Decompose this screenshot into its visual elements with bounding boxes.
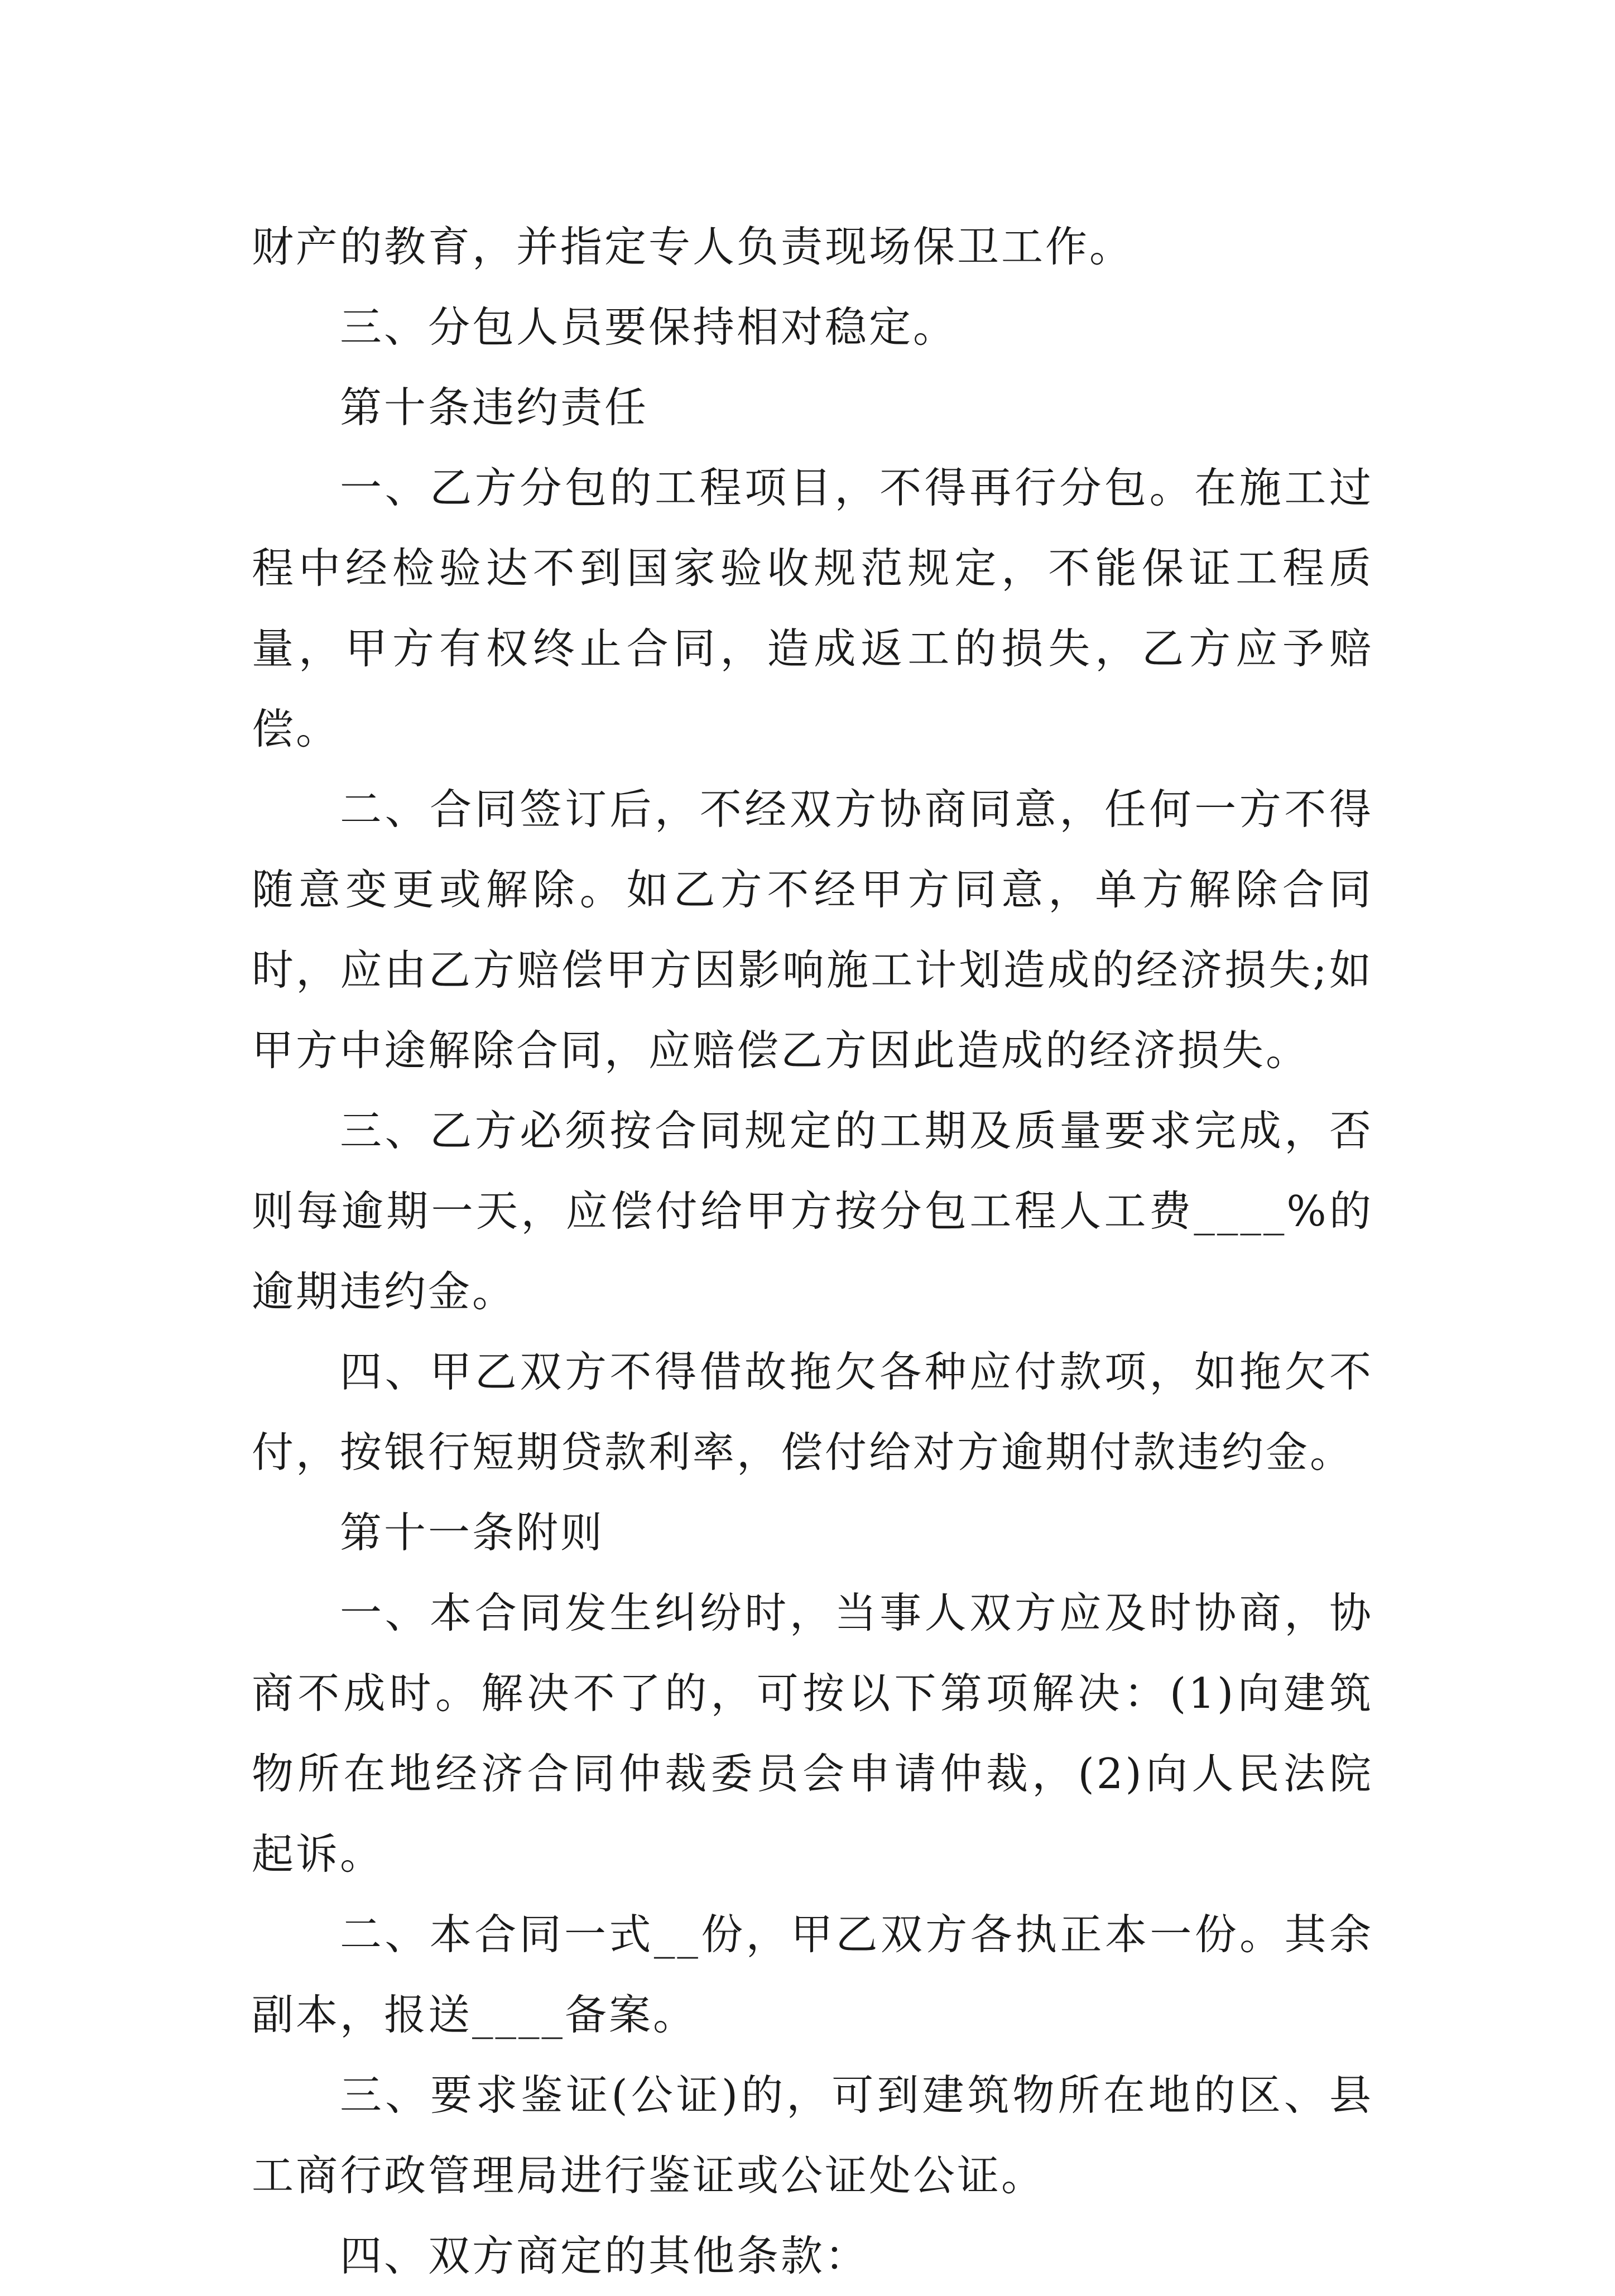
paragraph-continuation: 财产的教育，并指定专人负责现场保卫工作。 [252,222,1134,271]
paragraph-article-11-clause-3: 三、要求鉴证(公证)的，可到建筑物所在地的区、县工商行政管理局进行鉴证或公证处公证。 [252,2071,1373,2200]
section-heading-article-10: 第十条违约责任 [340,383,649,432]
paragraph-article-10-clause-3: 三、乙方必须按合同规定的工期及质量要求完成，否则每逾期一天，应偿付给甲方按分包工程人工费____%的逾期违约金。 [252,1106,1373,1316]
paragraph-article-11-clause-2: 二、本合同一式__份，甲乙双方各执正本一份。其余副本，报送____备案。 [252,1910,1373,2039]
paragraph-clause-3-staff-stability: 三、分包人员要保持相对稳定。 [340,302,958,352]
section-heading-article-11: 第十一条附则 [340,1508,605,1557]
paragraph-article-10-clause-2: 二、合同签订后，不经双方协商同意，任何一方不得随意变更或解除。如乙方不经甲方同意，单方解除合同时，应由乙方赔偿甲方因影响施工计划造成的经济损失;如甲方中途解除合同，应赔偿乙方因此造成的经济损失。 [252,785,1373,1075]
document-body [252,206,1373,2296]
paragraph-article-11-clause-1: 一、本合同发生纠纷时，当事人双方应及时协商，协商不成时。解决不了的，可按以下第项解决：(1)向建筑物所在地经济合同仲裁委员会申请仲裁，(2)向人民法院起诉。 [252,1588,1373,1879]
paragraph-article-11-clause-4: 四、双方商定的其他条款： [340,2231,869,2280]
paragraph-article-10-clause-1: 一、乙方分包的工程项目，不得再行分包。在施工过程中经检验达不到国家验收规范规定，不能保证工程质量，甲方有权终止合同，造成返工的损失，乙方应予赔偿。 [252,463,1373,753]
paragraph-article-10-clause-4: 四、甲乙双方不得借故拖欠各种应付款项，如拖欠不付，按银行短期贷款利率，偿付给对方逾期付款违约金。 [252,1347,1373,1477]
